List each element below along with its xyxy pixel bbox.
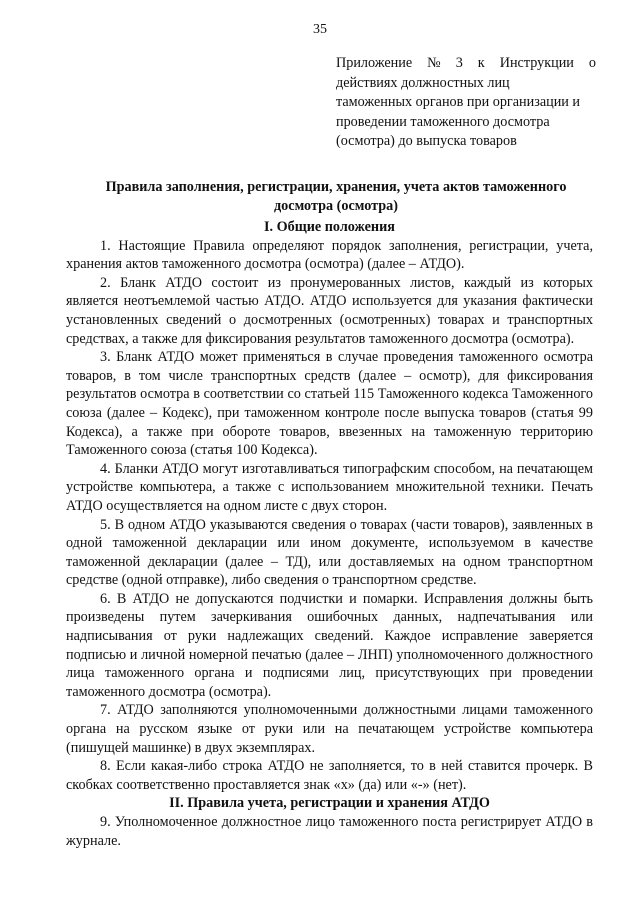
- appendix-line-2: действиях должностных лиц: [336, 74, 510, 91]
- appendix-word: Инструкции: [499, 55, 574, 71]
- section-1-heading: I. Общие положения: [264, 219, 395, 235]
- document-body: [66, 218, 593, 850]
- appendix-word: к: [477, 55, 485, 71]
- appendix-word: №: [427, 55, 441, 71]
- appendix-line-3: таможенных органов при организации и: [336, 94, 581, 110]
- paragraph-7: 7. АТДО заполняются уполномоченными должностными лицами таможенного органа на русском языке от руки или на печатающем устройстве компьютера (пишущей машинке) в двух экземплярах.: [66, 702, 593, 756]
- section-2-heading: II. Правила учета, регистрации и хранения АТДО: [169, 795, 490, 812]
- page-number: 35: [313, 22, 327, 37]
- title-line-2: досмотра (осмотра): [274, 198, 398, 214]
- paragraph-9: 9. Уполномоченное должностное лицо таможенного поста регистрирует АТДО в журнале.: [66, 814, 593, 849]
- paragraph-1: 1. Настоящие Правила определяют порядок заполнения, регистрации, учета, хранения актов таможенного досмотра (осмотра) (далее – АТДО).: [66, 237, 593, 273]
- appendix-reference: [336, 54, 596, 152]
- appendix-line-1: [336, 54, 596, 74]
- appendix-word: Приложение: [336, 55, 413, 71]
- appendix-word: о: [588, 55, 596, 71]
- paragraph-3: 3. Бланк АТДО может применяться в случае проведения таможенного осмотра товаров, в том числе транспортных средств (далее – осмотр), для фиксирования результатов осмотра в соответствии со статьей 115 Таможенного кодекса Таможенного союза (далее – Кодекс), при таможенном контроле после выпуска товаров (статья 99 Кодекса), а также при обороте товаров, ввезенных на таможенную территорию Таможенного союза (статья 100 Кодекса).: [66, 349, 593, 459]
- appendix-word: 3: [455, 55, 463, 71]
- document-title: [80, 178, 592, 216]
- paragraph-6: 6. В АТДО не допускаются подчистки и помарки. Исправления должны быть произведены путем зачеркивания ошибочных данных, надпечатывания или надписывания от руки надлежащих сведений. Каждое исправление заверяется подписью и личной номерной печатью (далее – ЛНП) уполномоченного должностного лица таможенного органа и подписями лиц, присутствующих при проведении таможенного досмотра (осмотра).: [66, 590, 593, 700]
- paragraph-2: 2. Бланк АТДО состоит из пронумерованных листов, каждый из которых является неотъемлемой частью АТДО. АТДО используется для указания фактически установленных сведений о досмотренных (осмотренных) товарах и транспортных средствах, а также для фиксирования результатов таможенного досмотра (осмотра).: [66, 274, 593, 347]
- paragraph-8: 8. Если какая-либо строка АТДО не заполняется, то в ней ставится прочерк. В скобках соответственно проставляется знак «х» (да) или «-» (нет).: [66, 758, 593, 793]
- appendix-line-4: проведении таможенного досмотра: [336, 113, 550, 130]
- title-line-1: Правила заполнения, регистрации, хранения, учета актов таможенного: [105, 179, 567, 195]
- appendix-line-5: (осмотра) до выпуска товаров: [336, 133, 517, 149]
- paragraph-5: 5. В одном АТДО указываются сведения о товарах (части товаров), заявленных в одной таможенной декларации или ином документе, используемом в качестве таможенной декларации (далее – ТД), или доставляемых на одном транспортном средстве (одной отправке), либо сведения о транспортном средстве.: [66, 516, 593, 589]
- paragraph-4: 4. Бланки АТДО могут изготавливаться типографским способом, на печатающем устройстве компьютера, а также с использованием множительной техники. Печать АТДО осуществляется на одном листе с двух сторон.: [66, 460, 593, 514]
